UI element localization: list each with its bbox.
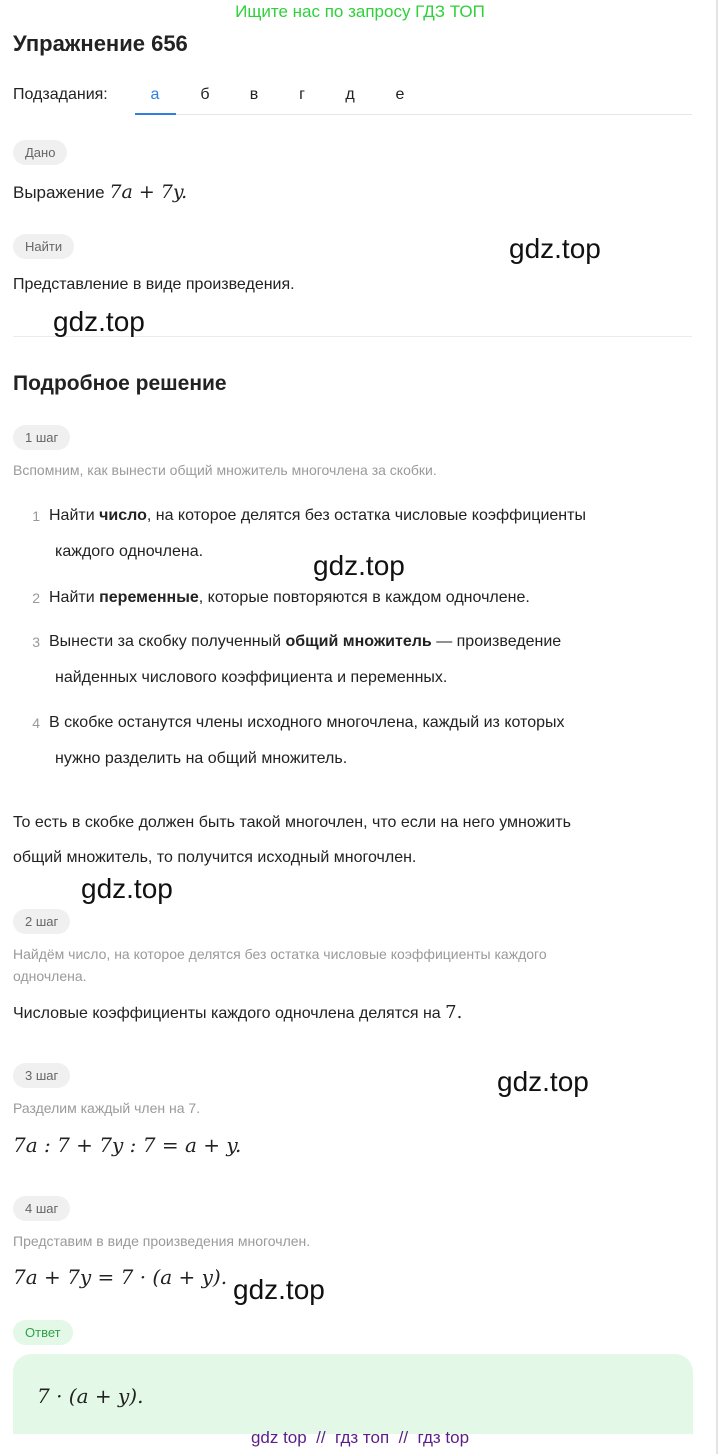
- scrollbar-track[interactable]: [716, 0, 718, 1454]
- list-item: [49, 589, 530, 607]
- step3-intro: Разделим каждый член на 7.: [13, 1100, 201, 1116]
- promo-banner: Ищите нас по запросу ГДЗ ТОП: [235, 2, 485, 21]
- list-item-line2: найденных числового коэффициента и переменных.: [55, 669, 448, 686]
- tab-d[interactable]: д: [345, 86, 355, 103]
- step1-badge: 1 шаг: [13, 425, 70, 450]
- footer-links[interactable]: gdz top // гдз топ // гдз top: [250, 1428, 470, 1447]
- list-item-text: Вынести за скобку полученный: [49, 633, 286, 650]
- page-title: Упражнение 656: [13, 31, 188, 56]
- list-item-bold: число: [99, 507, 147, 524]
- given-text: [13, 181, 187, 203]
- solution-heading: Подробное решение: [13, 372, 227, 395]
- step3-badge: 3 шаг: [13, 1063, 70, 1088]
- tabs-divider: [135, 114, 692, 115]
- list-item-text: Найти: [49, 507, 100, 524]
- list-item-text: , на которое делятся без остатка числовые коэффициенты: [146, 507, 586, 524]
- list-item-number: 3: [32, 634, 40, 650]
- tab-g[interactable]: г: [299, 86, 305, 103]
- list-item-text: — произведение: [431, 633, 562, 650]
- step4-intro: Представим в виде произведения многочлен.: [13, 1233, 311, 1249]
- find-badge: Найти: [13, 234, 74, 259]
- list-item: [49, 507, 586, 525]
- conclusion-line1: То есть в скобке должен быть такой многочлен, что если на него умножить: [13, 814, 571, 831]
- list-item-number: 2: [32, 590, 40, 606]
- given-math: 7a + 7y.: [109, 181, 188, 203]
- step4-math: 7a + 7y = 7 · (a + y).: [13, 1265, 228, 1289]
- step4-badge: 4 шаг: [13, 1196, 70, 1221]
- answer-badge: Ответ: [13, 1320, 73, 1345]
- tab-e[interactable]: е: [395, 86, 405, 103]
- step2-math: 7.: [445, 1002, 463, 1023]
- tab-a[interactable]: а: [150, 86, 160, 103]
- answer-math: 7 · (a + y).: [37, 1384, 144, 1408]
- list-item-text: Найти: [49, 589, 100, 606]
- step2-intro-line2: одночлена.: [13, 968, 87, 984]
- watermark: gdz.top: [81, 873, 173, 904]
- tab-v[interactable]: в: [249, 86, 259, 103]
- list-item-bold: общий множитель: [285, 633, 432, 650]
- step3-math: 7a : 7 + 7y : 7 = a + y.: [13, 1133, 242, 1157]
- subtasks-label: Подзадания:: [13, 86, 108, 103]
- active-tab-indicator: [135, 113, 176, 115]
- watermark: gdz.top: [53, 306, 145, 337]
- given-badge: Дано: [13, 140, 67, 165]
- list-item-line2: нужно разделить на общий множитель.: [55, 750, 348, 767]
- find-text: Представление в виде произведения.: [13, 276, 295, 293]
- list-item: [49, 633, 561, 651]
- step2-text-body: Числовые коэффициенты каждого одночлена делятся на: [13, 1005, 446, 1022]
- step2-intro-line1: Найдём число, на которое делятся без остатка числовые коэффициенты каждого: [13, 946, 547, 962]
- list-item-text: , которые повторяются в каждом одночлене.: [198, 589, 530, 606]
- watermark: gdz.top: [313, 550, 405, 581]
- step1-intro: Вспомним, как вынести общий множитель многочлена за скобки.: [13, 462, 437, 478]
- list-item-number: 4: [32, 715, 40, 731]
- watermark: gdz.top: [497, 1066, 589, 1097]
- given-text-prefix: Выражение: [13, 183, 110, 202]
- tab-b[interactable]: б: [200, 86, 210, 103]
- list-item-number: 1: [32, 508, 40, 524]
- watermark: gdz.top: [233, 1274, 325, 1305]
- list-item-line2: каждого одночлена.: [55, 543, 204, 560]
- list-item-bold: переменные: [99, 589, 199, 606]
- watermark: gdz.top: [509, 233, 601, 264]
- conclusion-line2: общий множитель, то получится исходный многочлен.: [13, 849, 417, 866]
- step2-badge: 2 шаг: [13, 909, 70, 934]
- step2-text: [13, 1002, 462, 1023]
- list-item: В скобке останутся члены исходного многочлена, каждый из которых: [49, 714, 565, 731]
